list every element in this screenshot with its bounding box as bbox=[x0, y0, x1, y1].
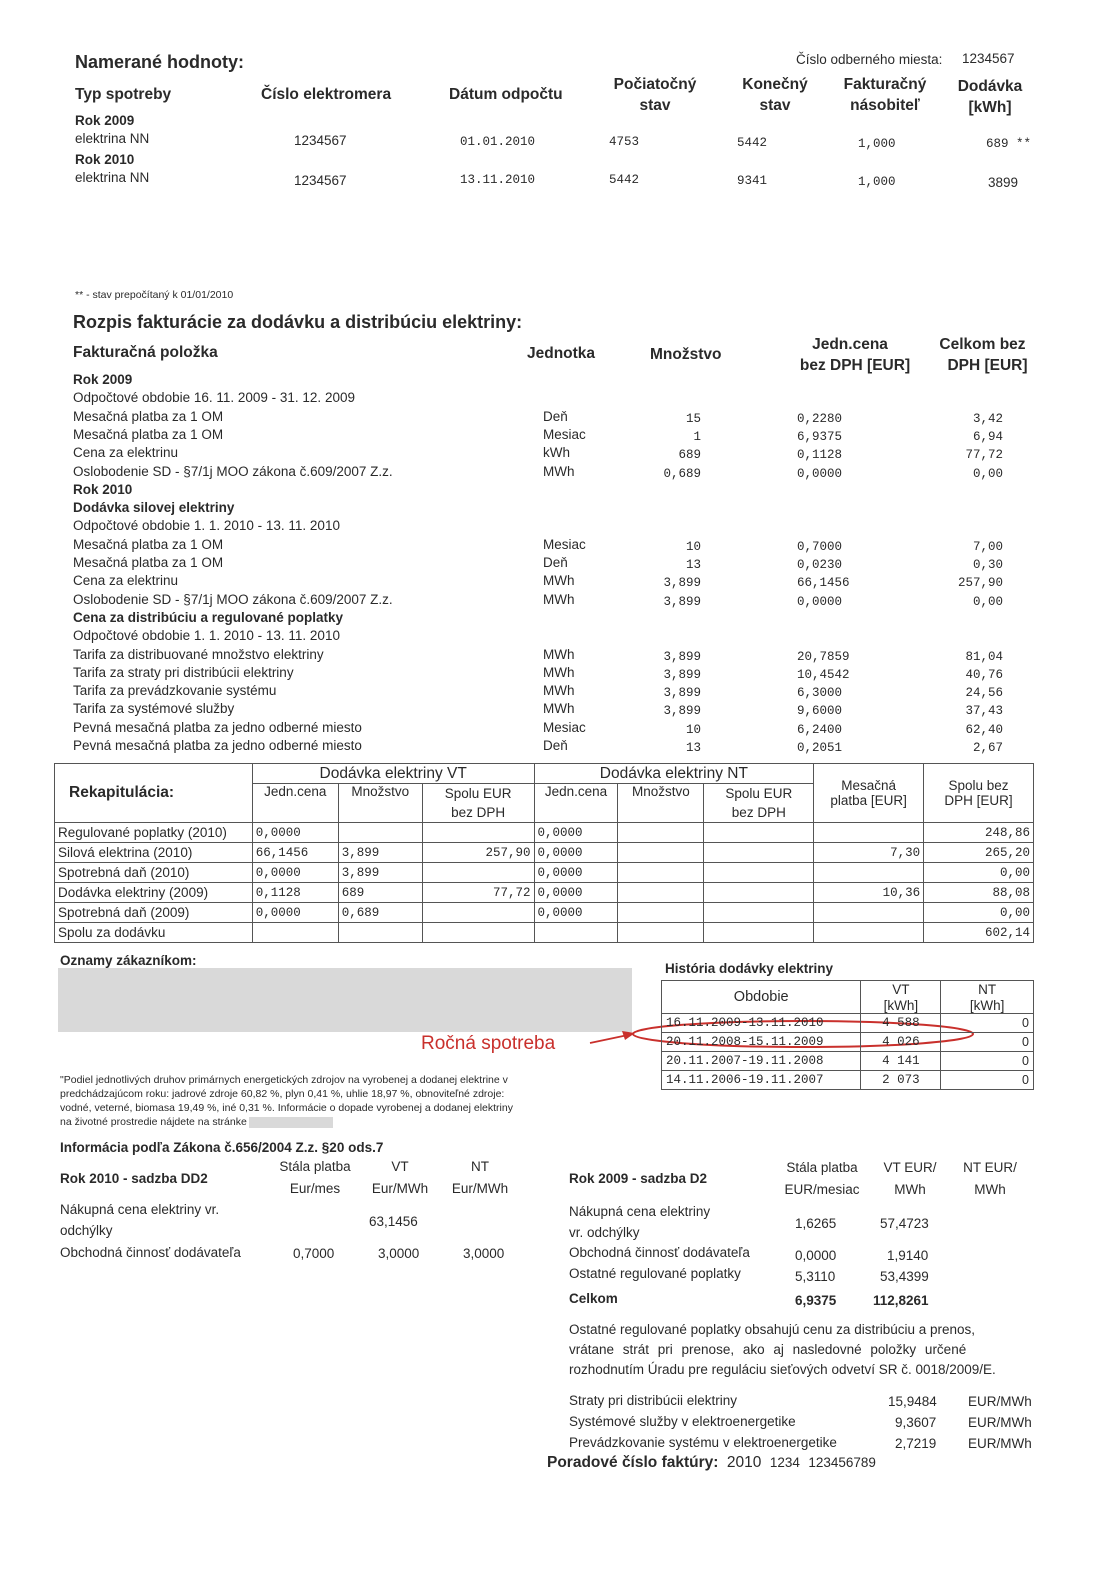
d2-row-label: Ostatné regulované poplatky bbox=[569, 1266, 741, 1281]
invoice-number bbox=[547, 1454, 876, 1472]
recap-monthly-l2: platba [EUR] bbox=[830, 793, 907, 808]
d2-row-label: Obchodná činnosť dodávateľa bbox=[569, 1245, 750, 1260]
d2-paragraph-line: vrátane strát pri prenose, ako aj nasledovné položky určené bbox=[569, 1342, 967, 1357]
dd2-row2-fixed: 0,7000 bbox=[293, 1246, 335, 1261]
meter-number: 1234567 bbox=[294, 133, 347, 148]
mix-line: na životné prostredie nájdete na stránke bbox=[60, 1115, 513, 1129]
invoice-part-2: 123456789 bbox=[808, 1455, 876, 1470]
recap-row-label: Spolu za dodávku bbox=[55, 923, 253, 943]
billing-item-label: Dodávka silovej elektriny bbox=[73, 500, 235, 515]
billing-item-label: Cena za elektrinu bbox=[73, 573, 179, 588]
start-reading: 5442 bbox=[609, 173, 640, 187]
d2-h-fixed-unit: EUR/mesiac bbox=[784, 1182, 860, 1197]
d2-h-fixed: Stála platba bbox=[786, 1160, 858, 1175]
recap-vt-price-cell: 0,0000 bbox=[252, 823, 338, 843]
d2-paragraph-line: rozhodnutím Úradu pre reguláciu sieťových odvetví SR č. 0018/2009/E. bbox=[569, 1362, 996, 1377]
billing-item-label: Tarifa za systémové služby bbox=[73, 701, 235, 716]
billing-unit: Deň bbox=[543, 555, 568, 570]
fee-value: 15,9484 bbox=[888, 1394, 937, 1409]
d2-row-label: Nákupná cena elektriny bbox=[569, 1204, 711, 1219]
recap-nt-price-cell: 0,0000 bbox=[534, 883, 618, 903]
d2-h-vt: VT EUR/ bbox=[883, 1160, 937, 1175]
reading-date: 01.01.2010 bbox=[460, 135, 536, 149]
multiplier: 1,000 bbox=[858, 137, 896, 151]
history-col-vt-unit: [kWh] bbox=[861, 997, 941, 1014]
billing-unit-price: 0,2051 bbox=[797, 741, 843, 755]
d2-h-nt: NT EUR/ bbox=[963, 1160, 1017, 1175]
dd2-h-nt-unit: Eur/MWh bbox=[451, 1181, 509, 1196]
dd2-row1-label-2: odchýlky bbox=[60, 1223, 113, 1238]
history-period: 20.11.2008-15.11.2009 bbox=[662, 1033, 861, 1052]
col-nasobitel: násobiteľ bbox=[850, 97, 920, 114]
billing-item-label: Oslobodenie SD - §7/1j MOO zákona č.609/2007 Z.z. bbox=[73, 592, 393, 607]
d2-row-fixed: 1,6265 bbox=[795, 1216, 837, 1231]
col-typ-spotreby: Typ spotreby bbox=[75, 86, 172, 103]
energy-mix-text bbox=[60, 1073, 513, 1129]
billing-unit-price: 6,9375 bbox=[797, 430, 843, 444]
redacted-url bbox=[249, 1117, 333, 1128]
fee-label: Straty pri distribúcii elektriny bbox=[569, 1393, 738, 1408]
billing-total: 0,00 bbox=[972, 467, 1003, 481]
fee-unit: EUR/MWh bbox=[968, 1394, 1032, 1409]
billing-unit-price: 0,7000 bbox=[797, 540, 843, 554]
billing-total: 62,40 bbox=[965, 723, 1003, 737]
billing-total: 3,42 bbox=[972, 412, 1003, 426]
billing-item-label: Mesačná platba za 1 OM bbox=[73, 427, 224, 442]
billing-qty: 10 bbox=[685, 540, 701, 554]
billing-total: 37,43 bbox=[965, 704, 1003, 718]
meter-year-2010: Rok 2010 bbox=[75, 152, 135, 167]
meter-year-2009: Rok 2009 bbox=[75, 113, 135, 128]
recap-nt-header: Dodávka elektriny NT bbox=[534, 764, 814, 784]
history-title: História dodávky elektriny bbox=[665, 961, 834, 976]
col-datum-odpoctu: Dátum odpočtu bbox=[449, 86, 563, 103]
recap-monthly-cell: 7,30 bbox=[814, 843, 924, 863]
recap-nt-qty: Množstvo bbox=[618, 784, 704, 823]
history-col-period: Obdobie bbox=[662, 981, 861, 1014]
billing-unit: MWh bbox=[543, 464, 575, 479]
d2-total-vt: 112,8261 bbox=[873, 1293, 929, 1308]
recap-vt-qty: Množstvo bbox=[338, 784, 422, 823]
invoice-part-1: 1234 bbox=[769, 1455, 800, 1470]
billing-item-label: Oslobodenie SD - §7/1j MOO zákona č.609/2007 Z.z. bbox=[73, 464, 393, 479]
annotation-arrow-line bbox=[590, 1035, 628, 1043]
col-qty: Množstvo bbox=[650, 346, 722, 363]
recap-total-cell: 0,00 bbox=[924, 903, 1034, 923]
recap-row-label: Regulované poplatky (2010) bbox=[55, 823, 253, 843]
fee-unit: EUR/MWh bbox=[968, 1436, 1032, 1451]
col-total-2: DPH [EUR] bbox=[947, 357, 1028, 374]
recap-vt-price: Jedn.cena bbox=[252, 784, 338, 823]
recap-total-cell: 265,20 bbox=[924, 843, 1034, 863]
col-unit-price-2: bez DPH [EUR] bbox=[799, 357, 911, 374]
billing-total: 2,67 bbox=[972, 741, 1003, 755]
recap-row-label: Dodávka elektriny (2009) bbox=[55, 883, 253, 903]
billing-unit-price: 20,7859 bbox=[797, 650, 850, 664]
billing-unit-price: 0,0000 bbox=[797, 595, 843, 609]
billing-total: 7,00 bbox=[972, 540, 1003, 554]
history-nt: 0 bbox=[941, 1071, 1034, 1090]
meter-type: elektrina NN bbox=[75, 170, 150, 185]
recap-total-l1: Spolu bez bbox=[948, 778, 1009, 793]
billing-unit: Deň bbox=[543, 738, 568, 753]
recap-nt-price-cell: 0,0000 bbox=[534, 843, 618, 863]
billing-item-label: Odpočtové obdobie 16. 11. 2009 - 31. 12. 2009 bbox=[73, 390, 355, 405]
dd2-row2-label: Obchodná činnosť dodávateľa bbox=[60, 1245, 241, 1260]
billing-item-label: Pevná mesačná platba za jedno odberné miesto bbox=[73, 738, 362, 753]
invoice-label: Poradové číslo faktúry: bbox=[547, 1454, 719, 1471]
billing-qty: 3,899 bbox=[663, 595, 701, 609]
billing-item-label: Pevná mesačná platba za jedno odberné miesto bbox=[73, 720, 362, 735]
billing-unit-price: 66,1456 bbox=[797, 576, 850, 590]
recap-nt-sum: Spolu EUR bbox=[704, 784, 814, 804]
law-info: Informácia podľa Zákona č.656/2004 Z.z. §20 ods.7 bbox=[60, 1140, 384, 1155]
d2-total-fixed: 6,9375 bbox=[795, 1293, 837, 1308]
billing-qty: 0,689 bbox=[663, 467, 701, 481]
recap-row-label: Spotrebná daň (2010) bbox=[55, 863, 253, 883]
history-nt: 0 bbox=[941, 1033, 1034, 1052]
notices-title: Oznamy zákazníkom: bbox=[60, 953, 197, 968]
recap-monthly-cell: 10,36 bbox=[814, 883, 924, 903]
billing-qty: 3,899 bbox=[663, 704, 701, 718]
billing-unit: MWh bbox=[543, 665, 575, 680]
recap-vt-price-cell: 0,0000 bbox=[252, 863, 338, 883]
mix-line: predchádzajúcom roku: jadrové zdroje 60,82 %, plyn 0,41 %, uhlie 18,97 %, obnoviteľné zdroje: bbox=[60, 1088, 505, 1100]
om-value: 1234567 bbox=[962, 51, 1015, 66]
billing-item-label: Tarifa za prevádzkovanie systému bbox=[73, 683, 277, 698]
recap-total-cell: 88,08 bbox=[924, 883, 1034, 903]
recap-vt-sum-cell: 77,72 bbox=[422, 883, 534, 903]
billing-qty: 3,899 bbox=[663, 686, 701, 700]
history-row bbox=[662, 1033, 1034, 1052]
billing-item-label: Rok 2010 bbox=[73, 482, 133, 497]
multiplier: 1,000 bbox=[858, 175, 896, 189]
col-pociatocny: Počiatočný bbox=[613, 76, 697, 93]
d2-paragraph bbox=[569, 1320, 1037, 1380]
d2-row-vt: 1,9140 bbox=[887, 1248, 929, 1263]
history-row bbox=[662, 1071, 1034, 1090]
fee-value: 2,7219 bbox=[895, 1436, 937, 1451]
col-dodavka-kwh: [kWh] bbox=[968, 99, 1012, 116]
billing-unit-price: 0,1128 bbox=[797, 448, 843, 462]
history-table bbox=[661, 980, 1034, 1090]
col-fakturacny: Fakturačný bbox=[843, 76, 927, 93]
billing-total: 0,30 bbox=[972, 558, 1003, 572]
billing-unit: kWh bbox=[543, 445, 570, 460]
billing-qty: 13 bbox=[685, 741, 701, 755]
billing-total: 40,76 bbox=[965, 668, 1003, 682]
recap-vt-qty-cell: 3,899 bbox=[338, 843, 422, 863]
fee-unit: EUR/MWh bbox=[968, 1415, 1032, 1430]
end-reading: 9341 bbox=[737, 174, 768, 188]
recap-nt-price-cell: 0,0000 bbox=[534, 823, 618, 843]
history-vt: 4 141 bbox=[861, 1052, 941, 1071]
recap-nt-sum-2: bez DPH bbox=[704, 803, 814, 823]
recap-vt-price-cell: 0,0000 bbox=[252, 903, 338, 923]
col-konecny: Konečný bbox=[742, 76, 808, 93]
fee-label: Systémové služby v elektroenergetike bbox=[569, 1414, 796, 1429]
billing-total: 77,72 bbox=[965, 448, 1003, 462]
recap-total-cell: 0,00 bbox=[924, 863, 1034, 883]
history-row bbox=[662, 1014, 1034, 1033]
billing-total: 257,90 bbox=[957, 576, 1003, 590]
d2-row-vt: 53,4399 bbox=[880, 1269, 929, 1284]
history-vt: 4 588 bbox=[861, 1014, 941, 1033]
supply-kwh: 3899 bbox=[988, 175, 1019, 190]
history-col-nt: NT bbox=[941, 981, 1034, 998]
billing-qty: 689 bbox=[678, 448, 701, 462]
recap-total-cell: 248,86 bbox=[924, 823, 1034, 843]
billing-title: Rozpis fakturácie za dodávku a distribúciu elektriny: bbox=[73, 312, 523, 332]
start-reading: 4753 bbox=[609, 135, 640, 149]
billing-item-label: Rok 2009 bbox=[73, 372, 133, 387]
billing-unit: MWh bbox=[543, 701, 575, 716]
recap-nt-price-cell: 0,0000 bbox=[534, 903, 618, 923]
dd2-row1-vt: 63,1456 bbox=[369, 1214, 418, 1229]
recap-nt-price: Jedn.cena bbox=[534, 784, 618, 823]
billing-item-label: Mesačná platba za 1 OM bbox=[73, 409, 224, 424]
recap-vt-price-cell: 0,1128 bbox=[252, 883, 338, 903]
billing-unit: MWh bbox=[543, 592, 575, 607]
history-nt: 0 bbox=[941, 1014, 1034, 1033]
meter-number: 1234567 bbox=[294, 173, 347, 188]
history-period: 16.11.2009-13.11.2010 bbox=[662, 1014, 861, 1033]
billing-total: 6,94 bbox=[972, 430, 1003, 444]
billing-qty: 10 bbox=[685, 723, 701, 737]
history-vt: 2 073 bbox=[861, 1071, 941, 1090]
end-reading: 5442 bbox=[737, 136, 768, 150]
fee-value: 9,3607 bbox=[895, 1415, 937, 1430]
billing-total: 81,04 bbox=[965, 650, 1003, 664]
d2-row-vt: 57,4723 bbox=[880, 1216, 929, 1231]
col-pociatocny-stav: stav bbox=[639, 97, 671, 114]
col-unit-price: Jedn.cena bbox=[812, 336, 888, 353]
billing-unit-price: 0,0000 bbox=[797, 467, 843, 481]
mix-line: vodné, veterné, biomasa 19,49 %, iné 0,31 %. Informácie o dopade vyrobenej a dodanej elektriny bbox=[60, 1102, 513, 1114]
recap-monthly-l1: Mesačná bbox=[841, 778, 897, 793]
billing-qty: 3,899 bbox=[663, 668, 701, 682]
recap-vt-sum: Spolu EUR bbox=[422, 784, 534, 804]
d2-paragraph-line: Ostatné regulované poplatky obsahujú cenu za distribúciu a prenos, bbox=[569, 1322, 976, 1337]
dd2-title: Rok 2010 - sadzba DD2 bbox=[60, 1171, 208, 1186]
billing-item-label: Mesačná platba za 1 OM bbox=[73, 555, 224, 570]
col-dodavka: Dodávka bbox=[957, 78, 1023, 95]
recap-vt-qty-cell: 3,899 bbox=[338, 863, 422, 883]
recap-vt-qty-cell: 689 bbox=[338, 883, 422, 903]
recap-nt-price-cell: 0,0000 bbox=[534, 863, 618, 883]
billing-unit: MWh bbox=[543, 647, 575, 662]
d2-total-label: Celkom bbox=[569, 1291, 618, 1306]
billing-unit-price: 6,2400 bbox=[797, 723, 843, 737]
billing-unit-price: 0,2280 bbox=[797, 412, 843, 426]
col-item: Fakturačná položka bbox=[73, 344, 218, 361]
history-col-vt: VT bbox=[861, 981, 941, 998]
billing-total: 0,00 bbox=[972, 595, 1003, 609]
dd2-h-vt-unit: Eur/MWh bbox=[371, 1181, 429, 1196]
d2-h-vt-unit: MWh bbox=[894, 1182, 926, 1197]
om-label: Číslo odberného miesta: bbox=[796, 52, 943, 67]
billing-qty: 3,899 bbox=[663, 576, 701, 590]
dd2-row1-label: Nákupná cena elektriny vr. bbox=[60, 1202, 220, 1217]
history-row bbox=[662, 1052, 1034, 1071]
billing-qty: 13 bbox=[685, 558, 701, 572]
billing-qty: 3,899 bbox=[663, 650, 701, 664]
billing-unit: Mesiac bbox=[543, 537, 586, 552]
dd2-h-vt: VT bbox=[391, 1159, 409, 1174]
recap-vt-sum-cell: 257,90 bbox=[422, 843, 534, 863]
recap-vt-header: Dodávka elektriny VT bbox=[252, 764, 534, 784]
col-cislo-elektromera: Číslo elektromera bbox=[261, 86, 392, 103]
dd2-h-nt: NT bbox=[471, 1159, 489, 1174]
recap-vt-qty-cell: 0,689 bbox=[338, 903, 422, 923]
history-nt: 0 bbox=[941, 1052, 1034, 1071]
dd2-h-fixed-unit: Eur/mes bbox=[289, 1181, 341, 1196]
billing-item-label: Mesačná platba za 1 OM bbox=[73, 537, 224, 552]
history-col-nt-unit: [kWh] bbox=[941, 997, 1034, 1014]
recap-row-label: Silová elektrina (2010) bbox=[55, 843, 253, 863]
d2-h-nt-unit: MWh bbox=[974, 1182, 1006, 1197]
billing-unit-price: 9,6000 bbox=[797, 704, 843, 718]
recap-title: Rekapitulácia: bbox=[55, 764, 253, 823]
billing-item-label: Odpočtové obdobie 1. 1. 2010 - 13. 11. 2010 bbox=[73, 628, 340, 643]
recap-row-label: Spotrebná daň (2009) bbox=[55, 903, 253, 923]
billing-unit: MWh bbox=[543, 683, 575, 698]
recap-total-l2: DPH [EUR] bbox=[944, 793, 1013, 808]
billing-qty: 1 bbox=[693, 430, 701, 444]
meter-section-title: Namerané hodnoty: bbox=[75, 52, 245, 72]
invoice-year: 2010 bbox=[726, 1454, 762, 1471]
history-period: 20.11.2007-19.11.2008 bbox=[662, 1052, 861, 1071]
billing-unit: Deň bbox=[543, 409, 568, 424]
fee-label: Prevádzkovanie systému v elektroenergetike bbox=[569, 1435, 837, 1450]
recap-vt-price-cell: 66,1456 bbox=[252, 843, 338, 863]
dd2-row2-vt: 3,0000 bbox=[378, 1246, 420, 1261]
footnote: ** - stav prepočítaný k 01/01/2010 bbox=[75, 289, 234, 301]
dd2-h-fixed: Stála platba bbox=[279, 1159, 351, 1174]
billing-item-label: Tarifa za distribuované množstvo elektriny bbox=[73, 647, 324, 662]
billing-unit-price: 0,0230 bbox=[797, 558, 843, 572]
history-period: 14.11.2006-19.11.2007 bbox=[662, 1071, 861, 1090]
billing-item-label: Tarifa za straty pri distribúcii elektriny bbox=[73, 665, 294, 680]
billing-total: 24,56 bbox=[965, 686, 1003, 700]
billing-unit: Mesiac bbox=[543, 720, 586, 735]
col-total: Celkom bez bbox=[939, 336, 1026, 353]
recap-vt-sum-2: bez DPH bbox=[422, 803, 534, 823]
col-konecny-stav: stav bbox=[759, 97, 791, 114]
col-unit: Jednotka bbox=[527, 345, 596, 362]
d2-title: Rok 2009 - sadzba D2 bbox=[569, 1171, 708, 1186]
d2-row-fixed: 0,0000 bbox=[795, 1248, 837, 1263]
annual-consumption-annotation: Ročná spotreba bbox=[421, 1033, 556, 1054]
d2-row-label-2: vr. odchýlky bbox=[569, 1225, 640, 1240]
billing-unit-price: 6,3000 bbox=[797, 686, 843, 700]
billing-qty: 15 bbox=[685, 412, 701, 426]
billing-unit-price: 10,4542 bbox=[797, 668, 850, 682]
reading-date: 13.11.2010 bbox=[460, 173, 536, 187]
billing-item-label: Odpočtové obdobie 1. 1. 2010 - 13. 11. 2010 bbox=[73, 518, 340, 533]
billing-item-label: Cena za elektrinu bbox=[73, 445, 179, 460]
billing-unit: MWh bbox=[543, 573, 575, 588]
mix-line: "Podiel jednotlivých druhov primárnych energetických zdrojov na vyrobenej a dodanej elektrine v bbox=[60, 1074, 508, 1086]
recap-total-cell: 602,14 bbox=[924, 923, 1034, 943]
billing-item-label: Cena za distribúciu a regulované poplatky bbox=[73, 610, 344, 625]
d2-row-fixed: 5,3110 bbox=[795, 1269, 836, 1284]
supply-kwh: 689 ** bbox=[986, 137, 1032, 151]
meter-type: elektrina NN bbox=[75, 131, 150, 146]
history-vt: 4 026 bbox=[861, 1033, 941, 1052]
billing-unit: Mesiac bbox=[543, 427, 586, 442]
dd2-row2-nt: 3,0000 bbox=[463, 1246, 505, 1261]
